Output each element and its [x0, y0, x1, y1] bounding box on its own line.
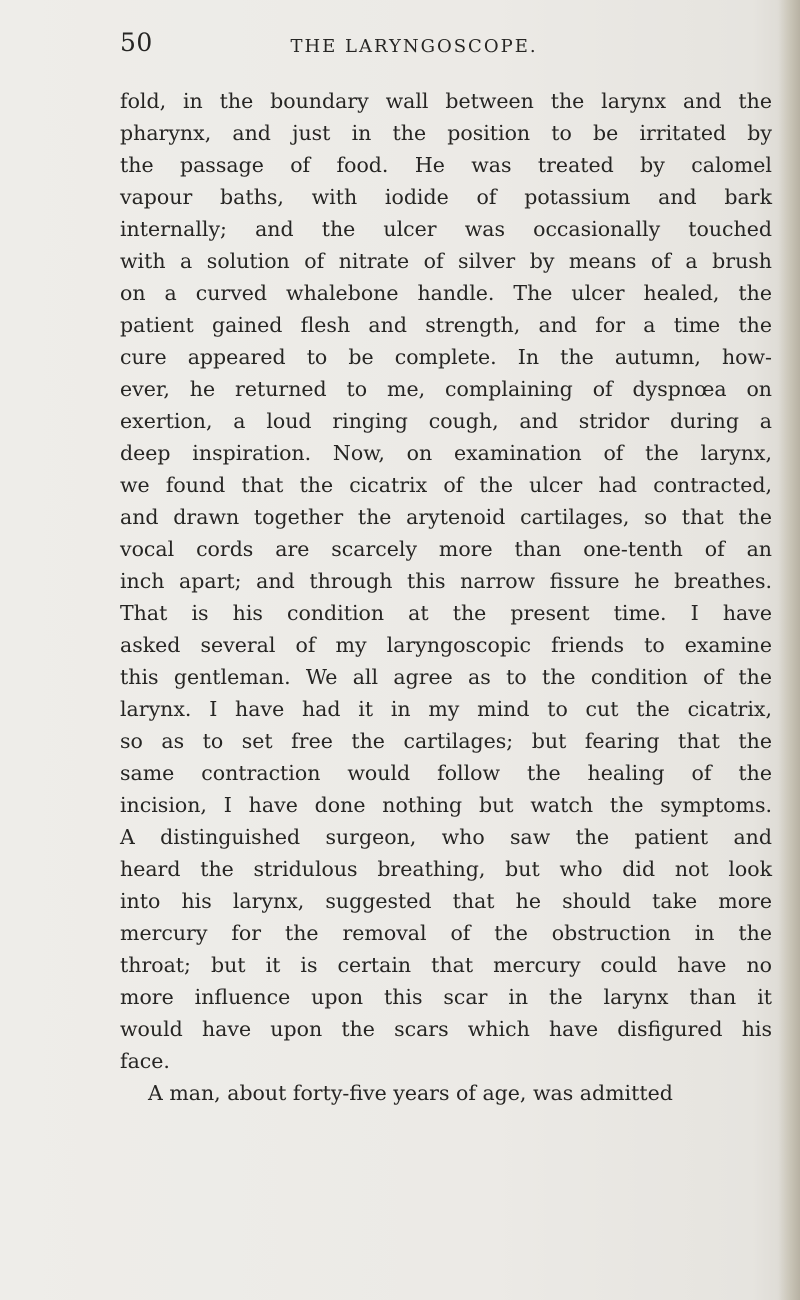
text-line: more influence upon this scar in the larynx than it: [120, 985, 772, 1009]
text-line: cure appeared to be complete. In the autumn, how-: [120, 345, 772, 369]
text-line: would have upon the scars which have disfigured his: [120, 1017, 772, 1041]
page-number: 50: [120, 28, 153, 57]
text-line: exertion, a loud ringing cough, and stridor during a: [120, 409, 772, 433]
text-line: the passage of food. He was treated by calomel: [120, 153, 772, 177]
text-line: with a solution of nitrate of silver by means of a brush: [120, 249, 772, 273]
text-line: ever, he returned to me, complaining of dyspnœa on: [120, 377, 772, 401]
text-line: we found that the cicatrix of the ulcer had contracted,: [120, 473, 772, 497]
text-line: vapour baths, with iodide of potassium and bark: [120, 185, 772, 209]
text-line: heard the stridulous breathing, but who did not look: [120, 857, 772, 881]
text-line: patient gained flesh and strength, and for a time the: [120, 313, 772, 337]
text-line: vocal cords are scarcely more than one-tenth of an: [120, 537, 772, 561]
text-line: and drawn together the arytenoid cartilages, so that the: [120, 505, 772, 529]
text-line: That is his condition at the present time. I have: [120, 601, 772, 625]
text-line: asked several of my laryngoscopic friends to examine: [120, 633, 772, 657]
text-line: pharynx, and just in the position to be irritated by: [120, 121, 772, 145]
text-line: A distinguished surgeon, who saw the patient and: [120, 825, 772, 849]
text-line: throat; but it is certain that mercury could have no: [120, 953, 772, 977]
text-line: deep inspiration. Now, on examination of the larynx,: [120, 441, 772, 465]
text-line: larynx. I have had it in my mind to cut the cicatrix,: [120, 697, 772, 721]
running-title: THE LARYNGOSCOPE.: [290, 36, 538, 57]
text-line: incision, I have done nothing but watch the symptoms.: [120, 793, 772, 817]
text-line: on a curved whalebone handle. The ulcer healed, the: [120, 281, 772, 305]
body-text: [120, 85, 772, 1109]
text-line: into his larynx, suggested that he should take more: [120, 889, 772, 913]
text-line: internally; and the ulcer was occasionally touched: [120, 217, 772, 241]
text-line: face.: [120, 1049, 170, 1073]
text-line: same contraction would follow the healing of the: [120, 761, 772, 785]
text-line: fold, in the boundary wall between the larynx and the: [120, 89, 772, 113]
text-line: inch apart; and through this narrow fissure he breathes.: [120, 569, 772, 593]
text-line: mercury for the removal of the obstruction in the: [120, 921, 772, 945]
text-line: this gentleman. We all agree as to the condition of the: [120, 665, 772, 689]
page-edge-shadow: [778, 0, 800, 1300]
text-line: so as to set free the cartilages; but fearing that the: [120, 729, 772, 753]
text-line: A man, about forty-five years of age, was admitted: [148, 1081, 673, 1105]
